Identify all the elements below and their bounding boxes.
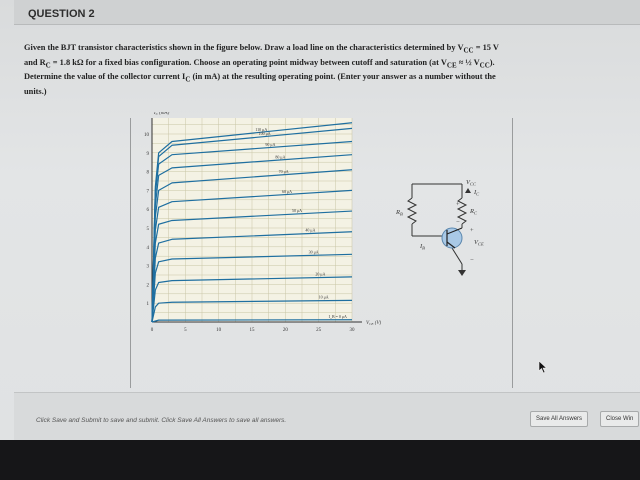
ic-arrow-icon [465, 188, 471, 193]
emitter-wire [452, 248, 462, 264]
fixed-bias-circuit-diagram [392, 176, 502, 286]
question-line-4: units.) [24, 87, 47, 97]
curve-label: 90 μA [265, 141, 276, 147]
y-tick-label: 7 [146, 189, 149, 195]
y-tick-label: 8 [146, 170, 149, 176]
close-window-button[interactable]: Close Win [600, 411, 639, 427]
y-tick-label: 10 [144, 133, 149, 138]
curve-label: 100 μA [258, 131, 271, 137]
ib-label: $I_B$ [420, 243, 425, 251]
question-header-bar [14, 0, 640, 25]
curve-label: 10 μA [318, 294, 329, 300]
curve-label: 80 μA [275, 154, 286, 160]
curve-label: 50 μA [292, 208, 303, 214]
x-tick-label: 0 [150, 328, 154, 333]
rc-label: $R_C$ [470, 208, 477, 216]
rb-resistor-symbol [408, 198, 416, 224]
curve-label: 70 μA [278, 169, 289, 175]
rc-minus-sign: − [456, 219, 460, 226]
question-line-2: and $R_C = 1.8$ kΩ for a fixed bias configuration. Choose an operating point midway between cutoff and saturation (at $V_{CE}$ ≈ ½ $V_{CC}$). [24, 57, 495, 70]
ic-label: $I_C$ [474, 189, 480, 197]
vce-label: $V_{CE}$ [474, 239, 484, 247]
curve-label: 30 μA [308, 249, 319, 255]
curve-label: 60 μA [282, 188, 293, 194]
y-tick-label: 4 [146, 245, 149, 251]
y-tick-label: 1 [146, 302, 149, 308]
monitor-bezel [0, 440, 640, 480]
y-axis-label: $I_C$ (mA) [154, 112, 170, 116]
y-tick-label: 2 [146, 283, 149, 289]
save-submit-hint: Click Save and Submit to save and submit. Click Save All Answers to save all answers. [36, 417, 287, 424]
curve-label: 40 μA [305, 227, 316, 233]
vcc-label: $V_{CC}$ [466, 179, 476, 187]
y-tick-label: 6 [146, 208, 149, 214]
figure-left-border [130, 118, 131, 388]
figure-right-border [512, 118, 513, 388]
ground-arrow-icon [458, 270, 466, 276]
x-tick-label: 30 [349, 328, 355, 333]
y-tick-label: 3 [146, 264, 149, 270]
curve-label: 110 μA [255, 126, 268, 132]
curve-label: I_B = 0 μA [328, 313, 347, 319]
y-tick-label: 5 [146, 227, 149, 232]
x-tick-label: 20 [282, 328, 288, 333]
rb-label: $R_B$ [396, 209, 403, 217]
question-line-3: Determine the value of the collector current $I_C$ (in mA) at the resulting operating point. (Enter your answer as a number without the [24, 72, 496, 85]
curve-label: 20 μA [315, 271, 326, 277]
footer-bar [14, 392, 640, 440]
x-tick-label: 15 [249, 328, 255, 333]
rc-plus-sign: + [456, 201, 460, 208]
x-tick-label: 10 [216, 328, 222, 333]
y-tick-label: 9 [146, 151, 149, 157]
save-all-answers-button[interactable]: Save All Answers [530, 411, 588, 427]
question-line-1: Given the BJT transistor characteristics shown in the figure below. Draw a load line on the characteristics determined by $V_{CC} = 15$ V [24, 43, 499, 55]
question-text [24, 42, 620, 98]
x-tick-label: 25 [316, 328, 322, 333]
vce-minus-sign: − [470, 257, 474, 264]
mouse-cursor-icon [538, 360, 548, 374]
x-tick-label: 5 [184, 328, 187, 333]
x-axis-label: $V_{CE}$ (V) [366, 321, 382, 326]
question-title: QUESTION 2 [28, 8, 95, 20]
vce-plus-sign: + [470, 227, 474, 234]
